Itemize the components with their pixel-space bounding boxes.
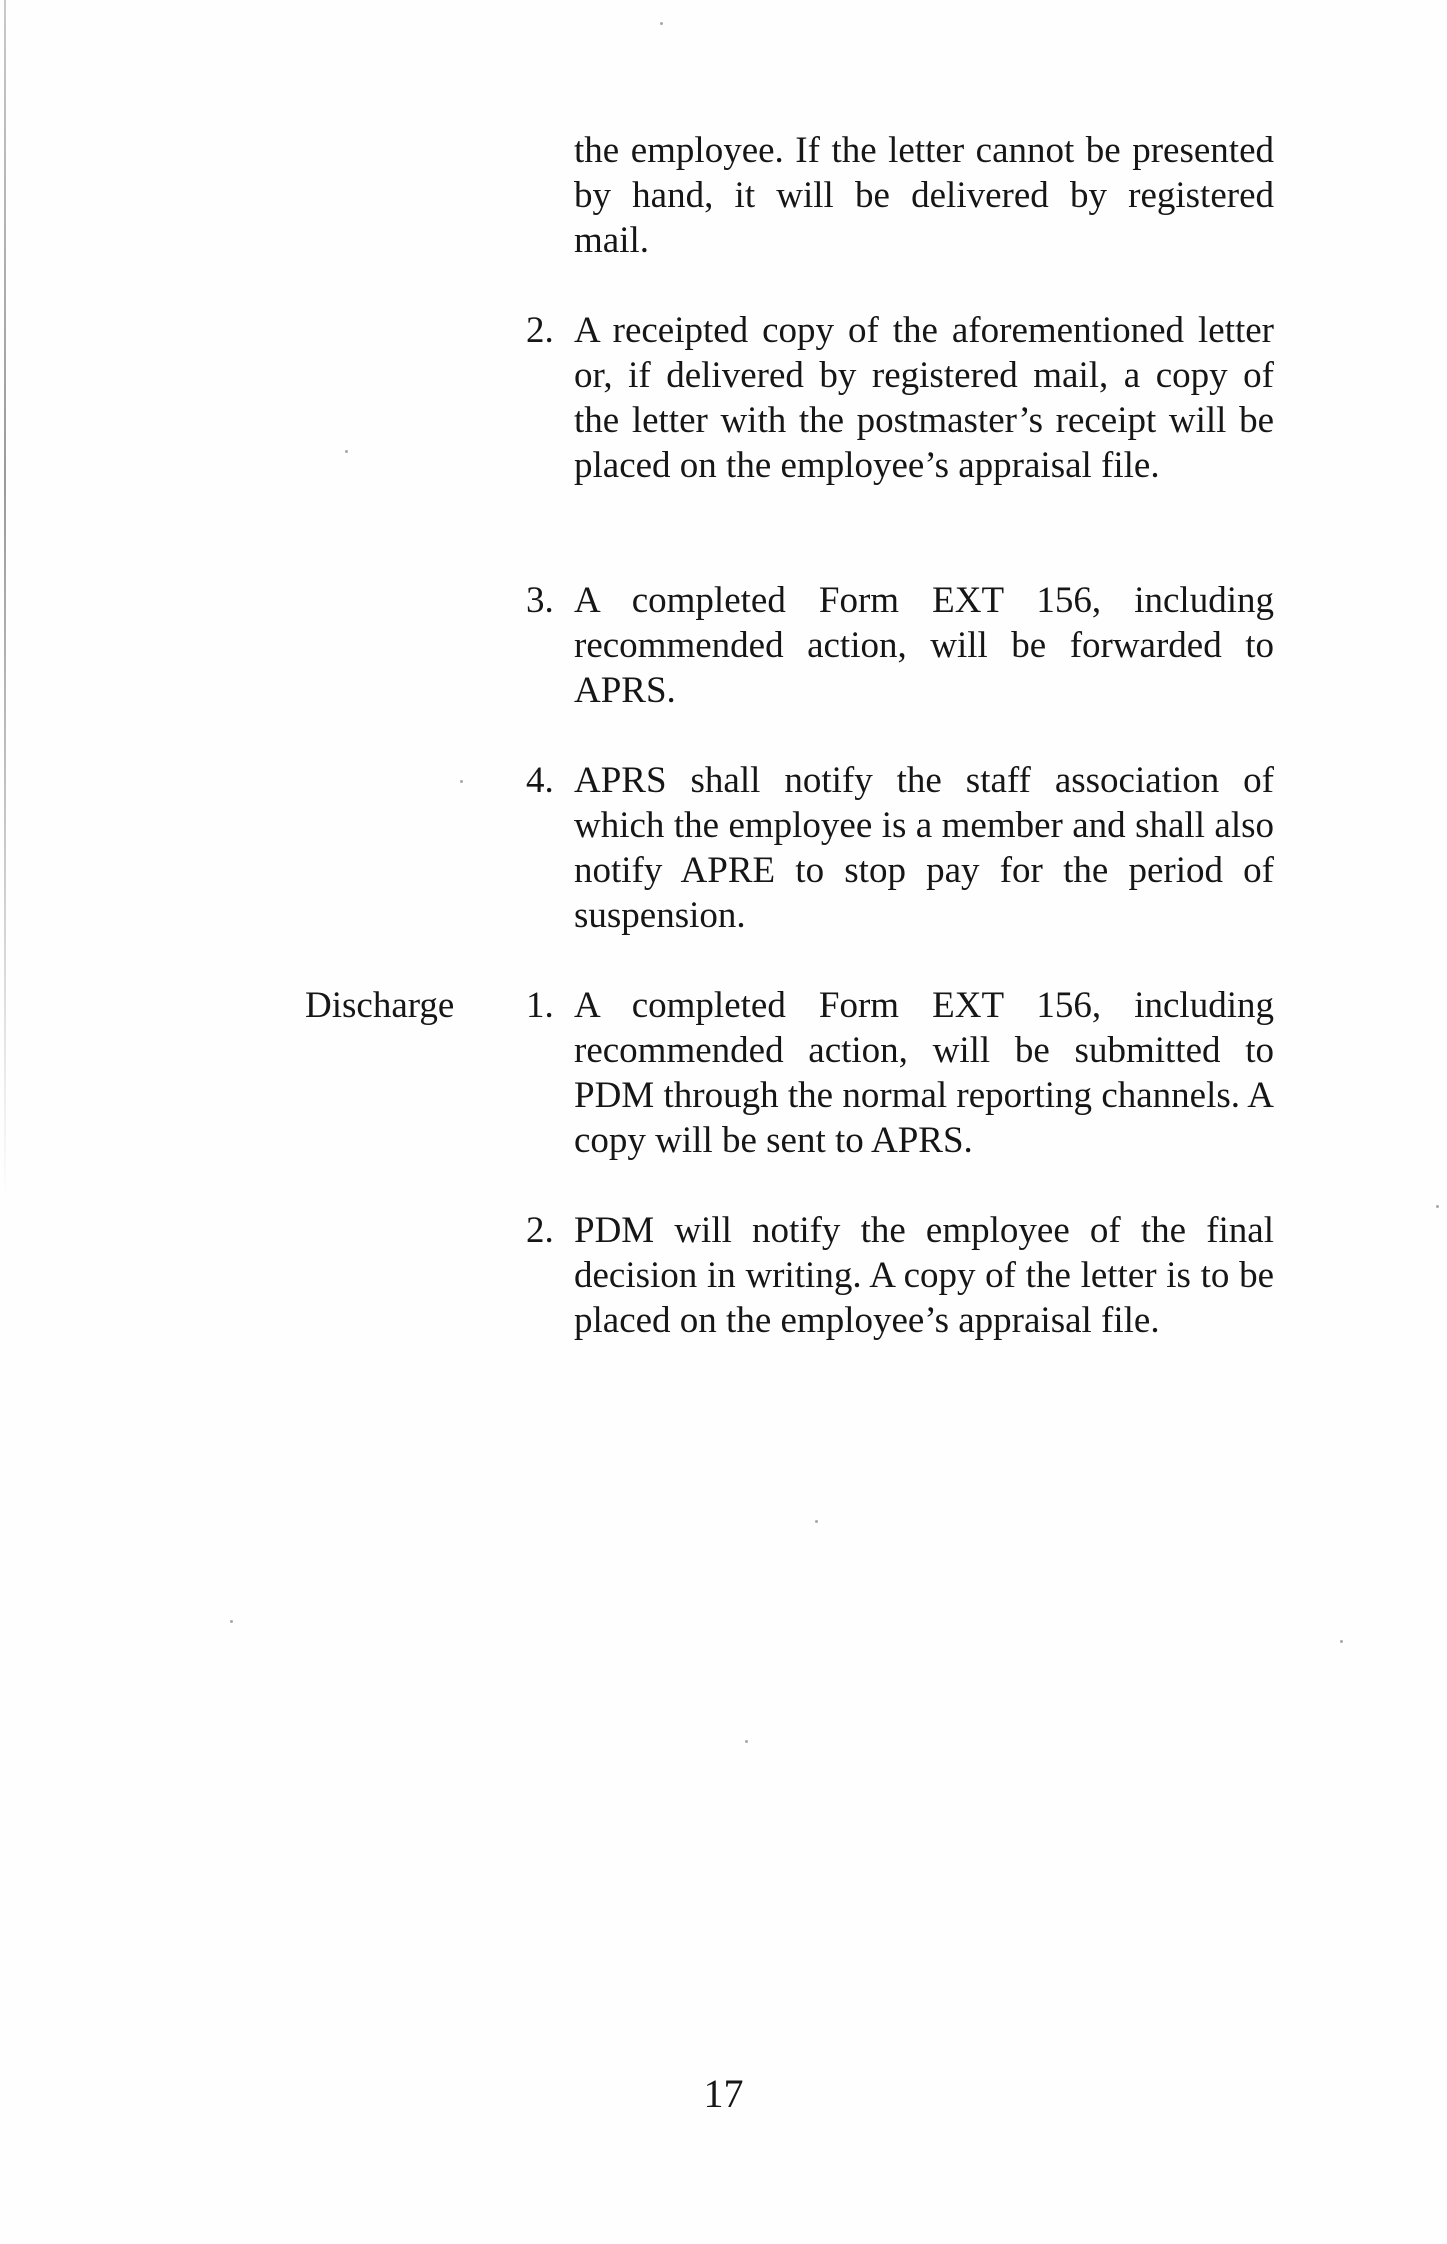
scan-speck [345,450,348,453]
scan-speck [815,1520,818,1523]
scan-speck [660,22,663,25]
item-text: APRS shall notify the staff association of which the employee is a member and shall also notify APRE to stop pay for the period of suspension. [574,760,1274,936]
item-number: 4. [526,760,554,801]
item-text: PDM will notify the employee of the final decision in writing. A copy of the letter is to be placed on the employee’s appraisal file. [574,1210,1274,1341]
scan-speck [1436,1205,1439,1208]
item-number: 3. [526,580,554,621]
scan-speck [1340,1640,1343,1643]
page-number: 17 [703,2071,744,2116]
item-text: A completed Form EXT 156, including recommended action, will be forwarded to APRS. [574,580,1274,711]
scan-speck [230,1620,233,1623]
item-number: 1. [526,985,554,1026]
item-number: 2. [526,1210,554,1251]
item-number: 2. [526,310,554,351]
scan-speck [745,1740,748,1743]
scan-speck [460,780,463,783]
item-text: A completed Form EXT 156, including recommended action, will be submitted to PDM through the normal reporting channels. A copy will be sent to APRS. [574,985,1274,1161]
item-text: A receipted copy of the aforementioned letter or, if delivered by registered mail, a copy of the letter with the postmaster’s receipt will be placed on the employee’s appraisal file. [574,310,1274,486]
section-label-discharge: Discharge [305,985,455,1026]
page-edge-shadow [4,0,6,1200]
continuation-paragraph: the employee. If the letter cannot be presented by hand, it will be delivered by registered mail. [574,130,1274,261]
